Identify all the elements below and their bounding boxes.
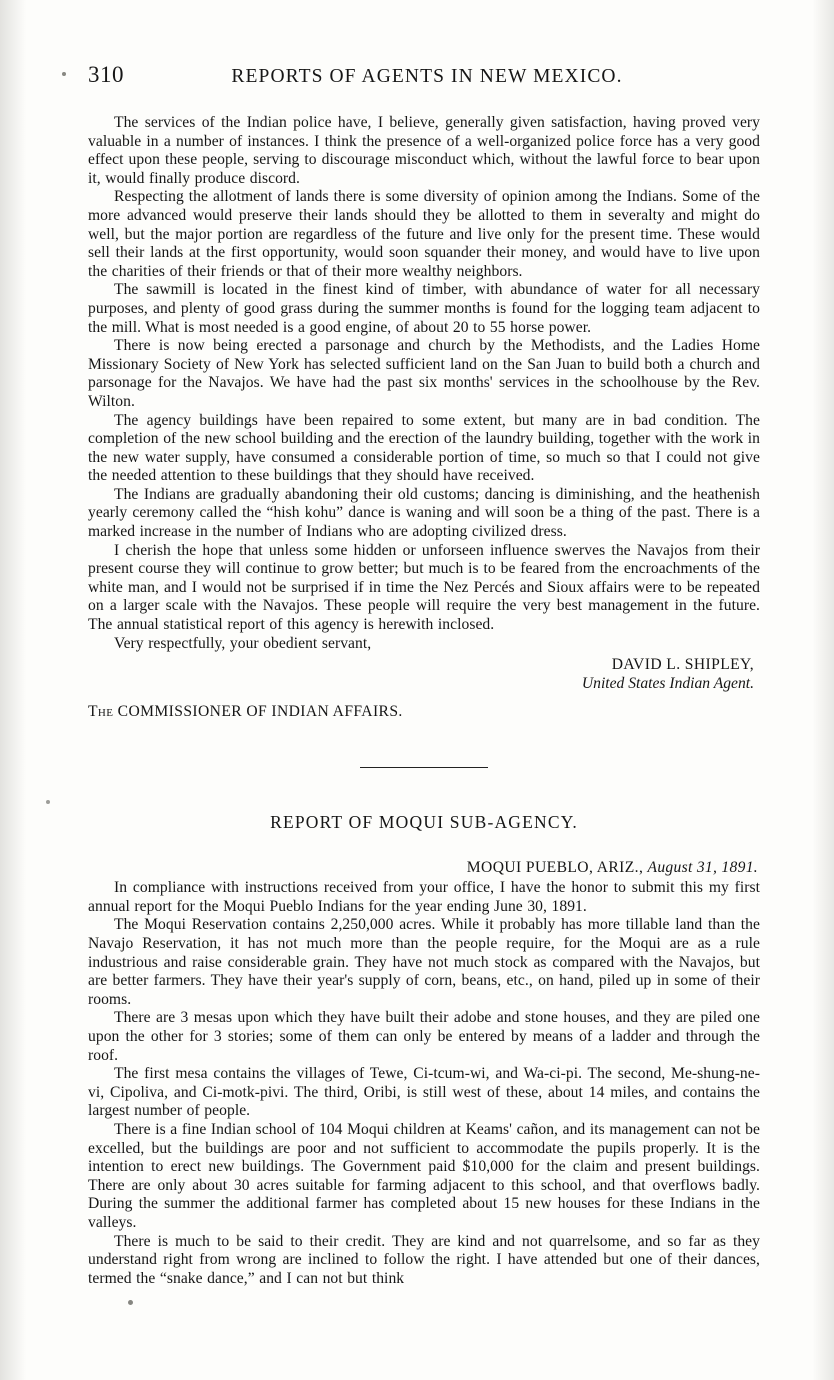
page-speck-bottom (128, 1300, 133, 1305)
section-paragraph: There is a fine Indian school of 104 Moqui children at Keams' cañon, and its management can not be excelled, but the buildings are poor and not sufficient to accommodate the pupils properly. It is the intention to erect new buildings. The Government paid $10,000 for the claim and present buildings. There are only about 30 acres suitable for farming adjacent to this school, and that overflows badly. During the summer the additional farmer has completed about 15 new houses for these Indians in the valleys. (88, 1120, 760, 1231)
page-header (88, 62, 760, 88)
section-paragraph: In compliance with instructions received from your office, I have the honor to submit this my first annual report for the Moqui Pueblo Indians for the year ending June 30, 1891. (88, 879, 760, 915)
letter-paragraph: The sawmill is located in the finest kind of timber, with abundance of water for all necessary purposes, and plenty of good grass during the summer months is found for the logging team adjacent to the mill. What is most needed is a good engine, of about 20 to 55 horse power. (88, 281, 760, 336)
signature-title: United States Indian Agent. (581, 675, 754, 693)
dateline-date: August 31, 1891. (647, 859, 758, 877)
section-paragraph: The first mesa contains the villages of Tewe, Ci-tcum-wi, and Wa-ci-pi. The second, Me-shung-ne-vi, Cipoliva, and Ci-motk-pivi. The third, Oribi, is still west of these, about 14 miles, and contains the largest number of people. (88, 1065, 760, 1120)
page-content (88, 62, 760, 1288)
section-paragraph: The Moqui Reservation contains 2,250,000 acres. While it probably has more tillable land than the Navajo Reservation, it has not much more than the people require, for the Moqui are as a rule industrious and raise considerable grain. They have not much stock as compared with the Navajos, but are better farmers. They have their year's supply of corn, beans, etc., on hand, piled up in some of their rooms. (88, 916, 760, 1008)
signature-name: DAVID L. SHIPLEY, (611, 656, 754, 674)
section-paragraph: There is much to be said to their credit. They are kind and not quarrelsome, and so far as they understand right from wrong are inclined to follow the right. I have attended but one of their dances, termed the “snake dance,” and I can not but think (88, 1232, 760, 1287)
page-number: 310 (88, 62, 124, 87)
section-title: REPORT OF MOQUI SUB-AGENCY. (270, 812, 578, 833)
section-divider (360, 767, 488, 768)
page-speck-top (62, 72, 66, 76)
page-speck-middle (46, 800, 50, 804)
section-paragraph: There are 3 mesas upon which they have built their adobe and stone houses, and they are piled one upon the other for 3 stories; some of them can only be entered by means of a ladder and through the roof. (88, 1009, 760, 1064)
letter-paragraph: The services of the Indian police have, I believe, generally given satisfaction, having proved very valuable in a number of instances. I think the presence of a well-organized police force has a very good effect upon these people, serving to discourage misconduct which, without the lawful force to bear upon it, would finally produce discord. (88, 114, 760, 187)
signature-block (88, 655, 760, 693)
letter-addressee: The COMMISSIONER OF INDIAN AFFAIRS. (88, 703, 403, 721)
letter-paragraph: Respecting the allotment of lands there is some diversity of opinion among the Indians. Some of the more advanced would preserve their lands should they be allotted to them in severalty and might do well, but the major portion are regardless of the future and live only for the present time. These would sell their lands at the first opportunity, would soon squander their money, and would have to live upon the charities of their friends or that of their more wealthy neighbors. (88, 188, 760, 280)
letter-paragraph: There is now being erected a parsonage and church by the Methodists, and the Ladies Home Missionary Society of New York has selected sufficient land on the San Juan to build both a church and parsonage for the Navajos. We have had the past six months' services in the schoolhouse by the Rev. Wilton. (88, 337, 760, 410)
dateline (88, 859, 760, 877)
letter-paragraph: The agency buildings have been repaired to some extent, but many are in bad condition. The completion of the new school building and the erection of the laundry building, together with the work in the new water supply, have consumed a considerable portion of time, so much so that I could not give the needed attention to these buildings that they should have received. (88, 411, 760, 485)
letter-paragraph: The Indians are gradually abandoning their old customs; dancing is diminishing, and the heathenish yearly ceremony called the “hish kohu” dance is waning and will soon be a thing of the past. There is a marked increase in the number of Indians who are adopting civilized dress. (88, 485, 760, 541)
running-head: REPORTS OF AGENTS IN NEW MEXICO. (231, 66, 623, 87)
letter-paragraph: I cherish the hope that unless some hidden or unforseen influence swerves the Navajos from their present course they will continue to grow better; but much is to be feared from the encroachments of the white man, and I would not be surprised if in time the Nez Percés and Sioux affairs were to be repeated on a larger scale with the Navajos. These people will require the very best management in the future. The annual statistical report of this agency is herewith inclosed. (88, 541, 760, 634)
letter-closing: Very respectfully, your obedient servant, (114, 634, 372, 652)
dateline-place: MOQUI PUEBLO, ARIZ., (466, 859, 644, 877)
